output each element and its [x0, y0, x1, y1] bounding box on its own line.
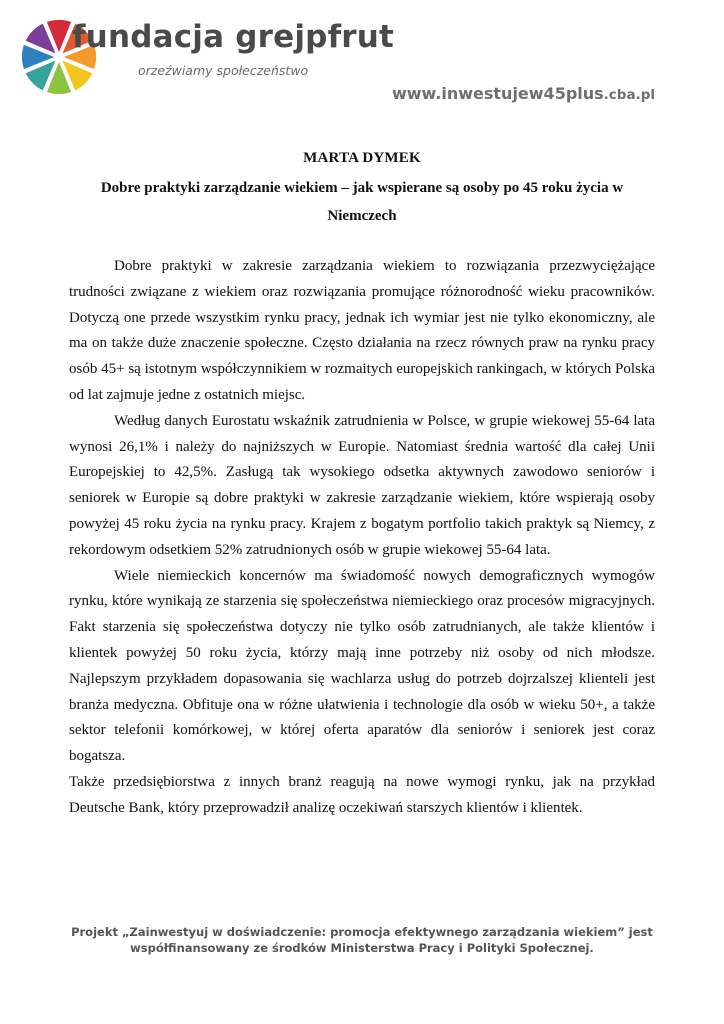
- brand-name: fundacja grejpfrut: [72, 19, 395, 55]
- site-url-suffix: .cba.pl: [603, 87, 655, 103]
- paragraph-3: Wiele niemieckich koncernów ma świadomość nowych demograficznych wymogów rynku, które wynikają ze starzenia się społeczeństwa niemieckiego oraz procesów migracyjnych. Fakt starzenia się społeczeństwa dotyczy nie tylko osób zatrudnianych, ale także klientów i klientek powyżej 50 roku życia, którzy mają inne potrzeby niż osoby od nich młodsze. Najlepszym przykładem dopasowania się wachlarza usług do potrzeb dojrzalszej klienteli jest branża medyczna. Obfituje ona w różne ułatwienia i technologie dla osób w wieku 50+, a także sektor telefonii komórkowej, w której oferta aparatów dla seniorów i seniorek jest coraz bogatsza.: [69, 567, 655, 765]
- site-url[interactable]: [392, 84, 655, 103]
- paragraph-2: Według danych Eurostatu wskaźnik zatrudnienia w Polsce, w grupie wiekowej 55-64 lata wynosi 26,1% i należy do najniższych w Europie. Natomiast średnia wartość dla całej Unii Europejskiej to 42,5%. Zasługą tak wysokiego odsetka aktywnych zawodowo seniorów i seniorek w Europie są dobre praktyki w zakresie zarządzanie wiekiem, które wspierają osoby powyżej 45 roku życia na rynku pracy. Krajem z bogatym portfolio takich praktyk są Niemcy, z rekordowym odsetkiem 52% zatrudnionych osób w grupie wiekowej 55-64 lata.: [69, 412, 655, 558]
- brand-tagline: orzeźwiamy społeczeństwo: [138, 63, 309, 78]
- header-logo: [20, 16, 395, 98]
- site-url-main: www.inwestujew45plus: [391, 84, 604, 103]
- paragraph-4: Także przedsiębiorstwa z innych branż reagują na nowe wymogi rynku, jak na przykład Deutsche Bank, który przeprowadził analizę oczekiwań starszych klientów i klientek.: [69, 773, 655, 816]
- article-body: [69, 254, 655, 822]
- footer-note: [40, 924, 684, 956]
- footer-line-1: Projekt „Zainwestyuj w doświadczenie: promocja efektywnego zarządzania wiekiem” jest: [71, 925, 653, 939]
- footer-line-2: współfinansowany ze środków Ministerstwa Pracy i Polityki Społecznej.: [130, 941, 594, 955]
- paragraph-1: Dobre praktyki w zakresie zarządzania wiekiem to rozwiązania przezwyciężające trudności związane z wiekiem oraz rozwiązania promujące różnorodność wieku pracowników. Dotyczą one przede wszystkim rynku pracy, jednak ich wymiar jest nie tylko ekonomiczny, ale ma on także duże znaczenie społeczne. Często działania na rzecz równych praw na rynku pracy osób 45+ są istotnym współczynnikiem w rozmaitych europejskich rankingach, w których Polska od lat zajmuje jedne z ostatnich miejsc.: [69, 258, 655, 403]
- article-author: MARTA DYMEK: [303, 150, 421, 166]
- article-title: Dobre praktyki zarządzanie wiekiem – jak wspierane są osoby po 45 roku życia w Niemczech: [100, 180, 624, 224]
